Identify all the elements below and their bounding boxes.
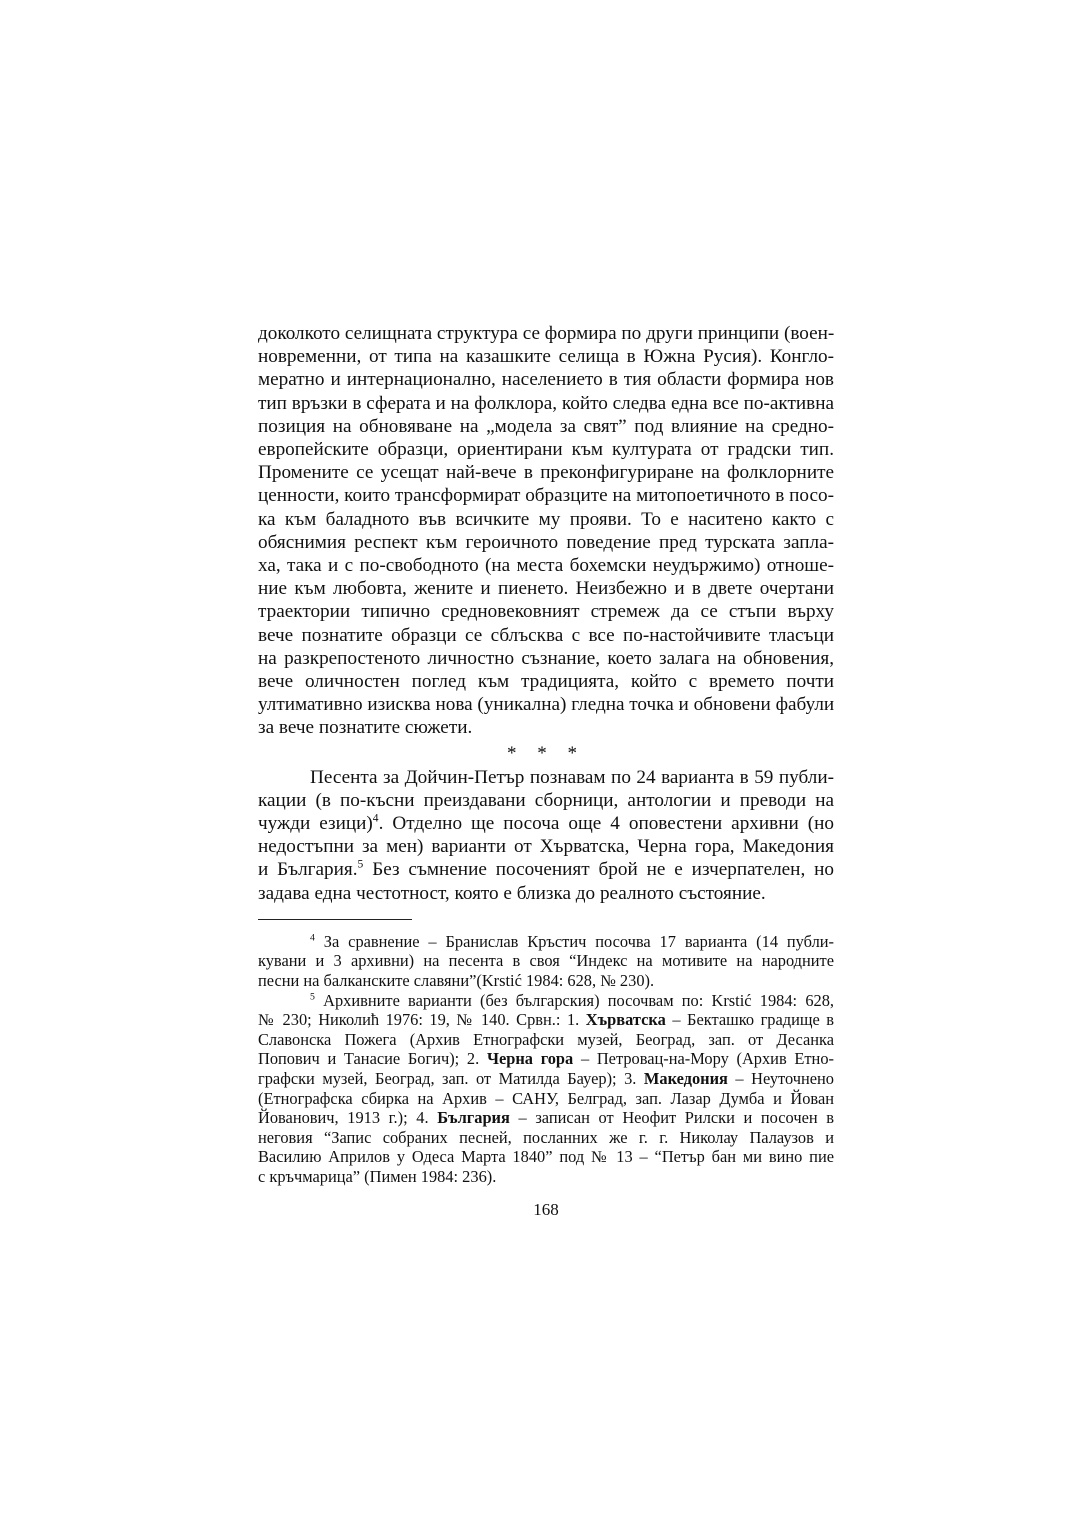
text-line: ние към любовта, жените и пиенето. Неизбежно и в двете очертани <box>258 578 834 600</box>
text-fragment: Йованович, 1913 г.); 4. <box>258 1108 438 1128</box>
text-line: доколкото селищната структура се формира по други принципи (воен- <box>258 323 835 344</box>
text-line: Василию Априлов у Одеса Марта 1840” под № 13 – “Петър бан ми вино пие <box>258 1147 834 1167</box>
text-fragment: графски музей, Београд, зап. от Матилда Бауер); 3. <box>258 1069 644 1089</box>
text-fragment: № 230; Николић 1976: 19, № 140. Срвн.: 1. <box>258 1010 586 1030</box>
text-fragment: – Неуточнено <box>727 1069 835 1089</box>
text-line: недостъпни за мен) варианти от Хърватска, Черна гора, Македония <box>258 836 834 858</box>
footnote-5 <box>258 991 834 1187</box>
text-line: вече оличностен поглед към традицията, който с времето почти <box>258 671 834 693</box>
text-line: неговия “Запис собраних песней, посланних же г. г. Николау Палаузов и <box>258 1127 834 1147</box>
text-fragment: Архивните варианти (без българския) посочвам по: Krstić 1984: 628, <box>314 990 834 1010</box>
paragraph-2 <box>258 766 834 905</box>
text-line: за вече познатите сюжети. <box>258 717 473 739</box>
text-line: на разкрепостеното личностно съзнание, което залага на обновения, <box>258 647 834 669</box>
footnote-ref-5[interactable]: 5 <box>357 859 364 872</box>
text-line <box>258 1108 834 1128</box>
text-line: европейските образци, ориентирани към културата от градски тип. <box>258 439 834 461</box>
bold-term: България <box>437 1108 510 1128</box>
text-line <box>258 1010 834 1030</box>
text-line: вече познатите образци се сблъсква с все по-настойчивите тласъци <box>258 624 834 646</box>
text-line: мератно и интернационално, населението в тия области формира нов <box>258 369 834 391</box>
text-fragment: . Отделно ще посоча още 4 оповестени архивни (но <box>378 813 834 835</box>
text-line <box>258 1069 834 1089</box>
text-line: с кръчмарица” (Пимен 1984: 236). <box>258 1167 497 1186</box>
footnote-number: 5 <box>310 991 315 1003</box>
text-fragment: – Бекташко градище в <box>665 1010 835 1030</box>
text-fragment: Без съмнение посоченият брой не е изчерпателен, но <box>363 859 834 881</box>
text-fragment: – записан от Неофит Рилски и посочен в <box>509 1108 834 1128</box>
text-line: песни на балканските славяни”(Krstić 1984: 628, № 230). <box>258 971 655 991</box>
text-line: (Етнографска сбирка на Архив – САНУ, Белград, зап. Лазар Думба и Йован <box>258 1088 834 1108</box>
bold-term: Хърватска <box>585 1010 666 1030</box>
text-line <box>258 812 834 835</box>
text-fragment: За сравнение – Бранислав Кръстич посочва 17 варианта (14 публи- <box>314 931 834 951</box>
text-line <box>258 991 834 1011</box>
text-fragment: – Петровац-на-Мору (Архив Етно- <box>573 1049 834 1069</box>
text-line <box>258 858 834 881</box>
text-line: кации (в по-късни преиздавани сборници, антологии и преводи на <box>258 789 834 811</box>
footnote-number: 4 <box>310 932 315 944</box>
text-fragment: Попович и Танасие Богич); 2. <box>258 1049 487 1069</box>
text-line: тип връзки в сферата и на фолклора, който следва една все по-активна <box>258 392 834 414</box>
footnote-divider <box>258 919 412 920</box>
bold-term: Македония <box>643 1069 728 1089</box>
text-line: ха, така и с по-свободното (на места бохемски неудържимо) отноше- <box>258 555 834 577</box>
text-line: Славонска Пожега (Архив Етнографски музей, Београд, зап. от Десанка <box>258 1029 834 1049</box>
paragraph-1 <box>258 322 834 740</box>
footnote-4 <box>258 932 834 991</box>
text-line <box>258 932 834 952</box>
text-line: позиция на обновяване на „модела за свят” под влияние на средно- <box>258 415 834 437</box>
text-line: Промените се усещат най-вече в преконфигуриране на фолклорните <box>258 462 834 484</box>
text-line: задава една честотност, която е близка до реалното състояние. <box>258 882 766 904</box>
text-line: обяснимия респект към героичното поведение пред турската запла- <box>258 531 834 553</box>
page-content <box>258 322 835 1219</box>
text-line: ултимативно изисква нова (уникална) гледна точка и обновени фабули <box>258 694 835 716</box>
text-line: траектории типично средновековният стремеж да се стъпи върху <box>258 601 834 623</box>
bold-term: Черна гора <box>486 1049 574 1069</box>
text-line: кувани и 3 архивни) на песента в своя “Индекс на мотивите на народните <box>258 951 834 971</box>
footnote-ref-4[interactable]: 4 <box>372 812 379 825</box>
section-separator: * * * <box>507 742 585 764</box>
text-line: ка към баладното във всичките му прояви. То е наситено както с <box>258 508 834 530</box>
text-fragment: и България. <box>258 859 358 881</box>
text-line <box>258 1049 834 1069</box>
text-line: новременни, от типа на казашките селища в Южна Русия). Конгло- <box>258 346 834 368</box>
page-number: 168 <box>533 1200 559 1219</box>
text-fragment: чужди езици) <box>258 813 373 835</box>
text-line: Песента за Дойчин-Петър познавам по 24 варианта в 59 публи- <box>310 766 834 788</box>
text-line: ценности, които трансформират образците на митопоетичното в посо- <box>258 485 834 507</box>
